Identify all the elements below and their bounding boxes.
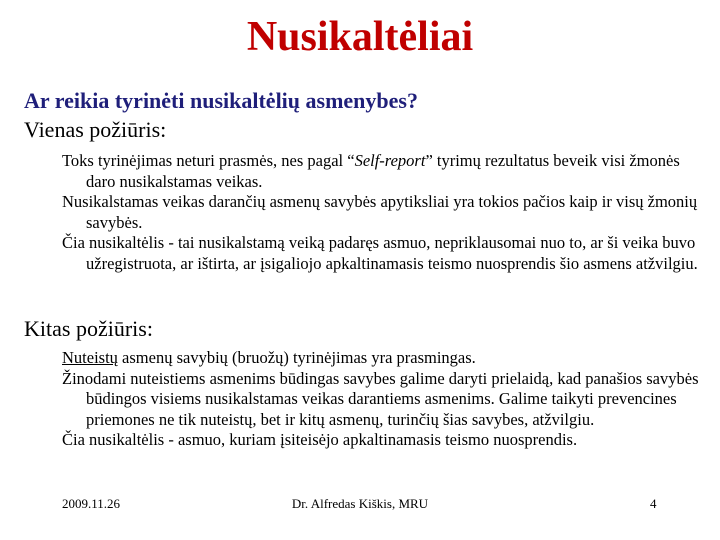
self-report-term: Self-report	[354, 151, 426, 170]
view2-block	[62, 348, 702, 451]
convicted-term: Nuteistų	[62, 348, 118, 367]
view1-p1-text: Toks tyrinėjimas neturi prasmės, nes pagal “	[62, 151, 355, 170]
view1-paragraph-2: Nusikalstamas veikas darančių asmenų savybės apytiksliai yra tokios pačios kaip ir visų žmonių savybės.	[62, 192, 698, 232]
footer-author: Dr. Alfredas Kiškis, MRU	[291, 496, 429, 511]
view2-paragraph-3: Čia nusikaltėlis - asmuo, kuriam įsiteisėjo apkaltinamasis teismo nuosprendis.	[62, 430, 578, 450]
slide-title: Nusikaltėliai	[246, 14, 474, 60]
view2-heading: Kitas požiūris:	[24, 316, 153, 341]
view2-paragraph-1	[62, 348, 702, 369]
view1-p1-text-end: ” tyrimų rezultatus beveik visi žmonės daro nusikalstamas veikas.	[86, 151, 680, 191]
view2-p1-text: asmenų savybių (bruožų) tyrinėjimas yra prasmingas.	[117, 348, 476, 367]
page-number: 4	[650, 496, 657, 511]
view1-paragraph-1	[62, 151, 702, 192]
view2-paragraph-2: Žinodami nuteistiems asmenims būdingas savybes galime daryti prielaidą, kad panašios savybės būdingos visiems nusikalstamas veikas darantiems asmenims. Galime taikyti prevencines priemones ne tik nuteistų, bet ir kitų asmenų, turinčių šias savybes, atžvilgiu.	[62, 368, 699, 429]
footer-date: 2009.11.26	[62, 496, 121, 511]
view1-paragraph-3: Čia nusikaltėlis - tai nusikalstamą veiką padaręs asmuo, nepriklausomai nuo to, ar ši veika buvo užregistruota, ar ištirta, ar įsigaliojo apkaltinamasis teismo nuosprendis šio asmens atžvilgiu.	[62, 233, 698, 273]
view1-block	[62, 151, 702, 275]
view1-heading: Vienas požiūris:	[24, 117, 167, 142]
question-line: Ar reikia tyrinėti nusikaltėlių asmenybes?	[24, 88, 418, 113]
